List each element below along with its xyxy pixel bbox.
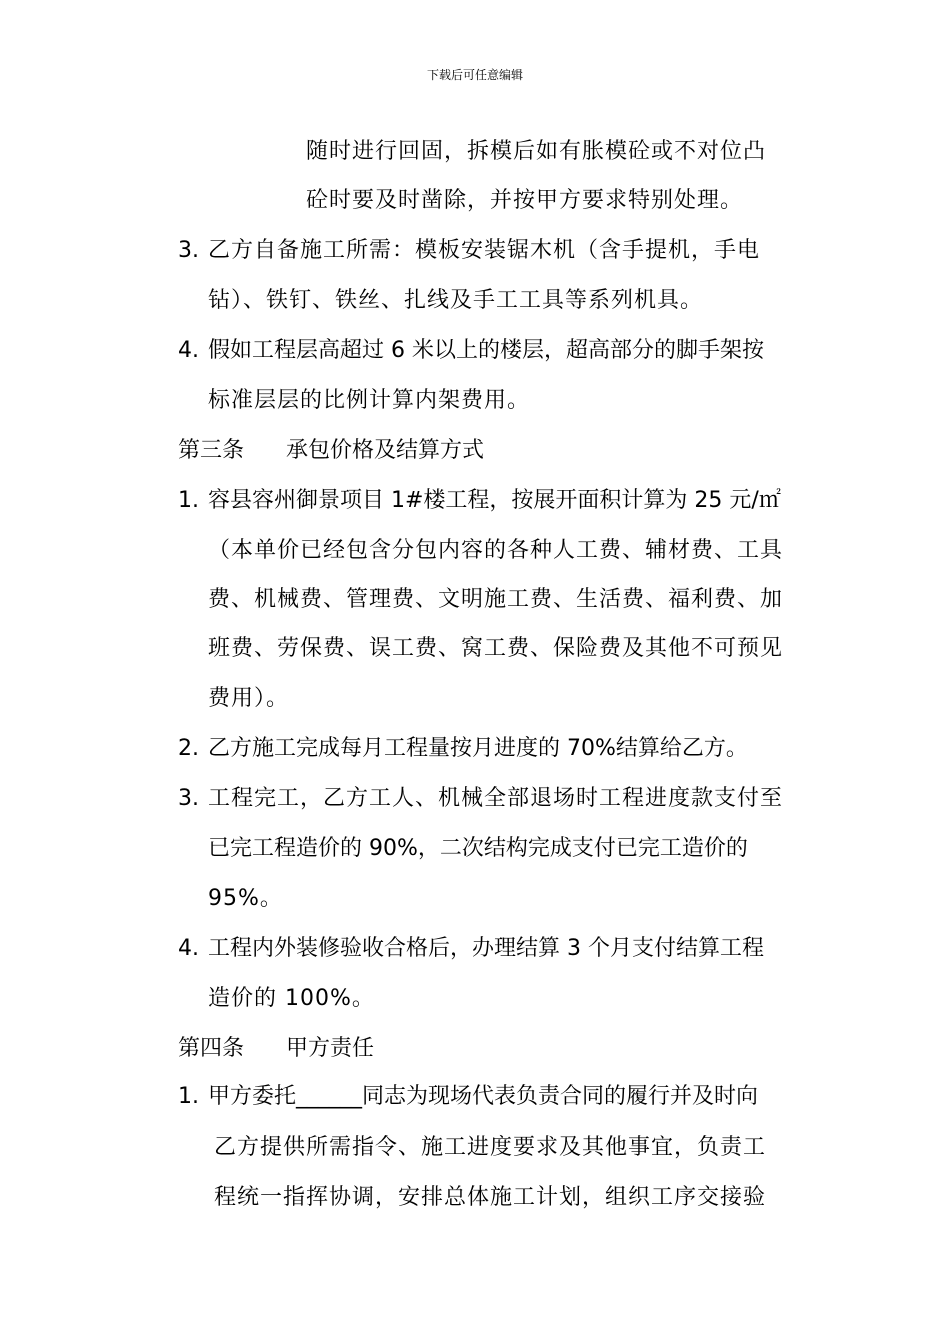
list-item-line: 工程内外装修验收合格后，办理结算 3 个月支付结算工程 (208, 936, 764, 961)
section-title: 承包价格及结算方式 (286, 438, 485, 463)
paragraph-line: 随时进行回固，拆模后如有胀模砼或不对位凸 (306, 139, 767, 164)
list-item-line: （本单价已经包含分包内容的各种人工费、辅材费、工具 (208, 538, 784, 563)
list-number: 3. (178, 786, 199, 811)
section-label: 第四条 (178, 1036, 245, 1061)
list-item-line: 容县容州御景项目 1#楼工程，按展开面积计算为 25 元/㎡ (208, 488, 781, 513)
list-item-line: 假如工程层高超过 6 米以上的楼层，超高部分的脚手架按 (208, 338, 764, 363)
list-item-line: 费用）。 (208, 686, 290, 711)
paragraph-line: 砼时要及时凿除，并按甲方要求特别处理。 (306, 188, 744, 213)
list-item-line: 乙方自备施工所需：模板安装锯木机（含手提机，手电 (208, 238, 761, 263)
list-number: 1. (178, 1084, 199, 1109)
list-item-line: 已完工程造价的 90%，二次结构完成支付已完工造价的 (208, 836, 748, 861)
list-number: 4. (178, 338, 199, 363)
list-number: 4. (178, 936, 199, 961)
page-header-note: 下载后可任意编辑 (426, 68, 523, 82)
list-item-line: 班费、劳保费、误工费、窝工费、保险费及其他不可预见 (208, 636, 784, 661)
list-item-line: 钻）、铁钉、铁丝、扎线及手工工具等系列机具。 (208, 288, 704, 313)
list-item-line: 乙方施工完成每月工程量按月进度的 70%结算给乙方。 (208, 736, 748, 761)
list-item-line: 程统一指挥协调，安排总体施工计划，组织工序交接验 (214, 1185, 767, 1210)
section-title: 甲方责任 (286, 1036, 375, 1061)
list-item-line: 乙方提供所需指令、施工进度要求及其他事宜，负责工 (214, 1135, 767, 1160)
list-item-line: 甲方委托______同志为现场代表负责合同的履行并及时向 (208, 1084, 759, 1109)
list-number: 2. (178, 736, 199, 761)
list-number: 1. (178, 488, 199, 513)
list-item-line: 工程完工，乙方工人、机械全部退场时工程进度款支付至 (208, 786, 784, 811)
section-label: 第三条 (178, 438, 245, 463)
list-item-line: 造价的 100%。 (208, 986, 375, 1011)
list-number: 3. (178, 238, 199, 263)
section-heading (178, 436, 484, 466)
list-item-line: 标准层层的比例计算内架费用。 (208, 388, 531, 413)
list-item-line: 费、机械费、管理费、文明施工费、生活费、福利费、加 (208, 587, 784, 612)
section-heading (178, 1034, 374, 1064)
list-item-line: 95%。 (208, 886, 283, 911)
